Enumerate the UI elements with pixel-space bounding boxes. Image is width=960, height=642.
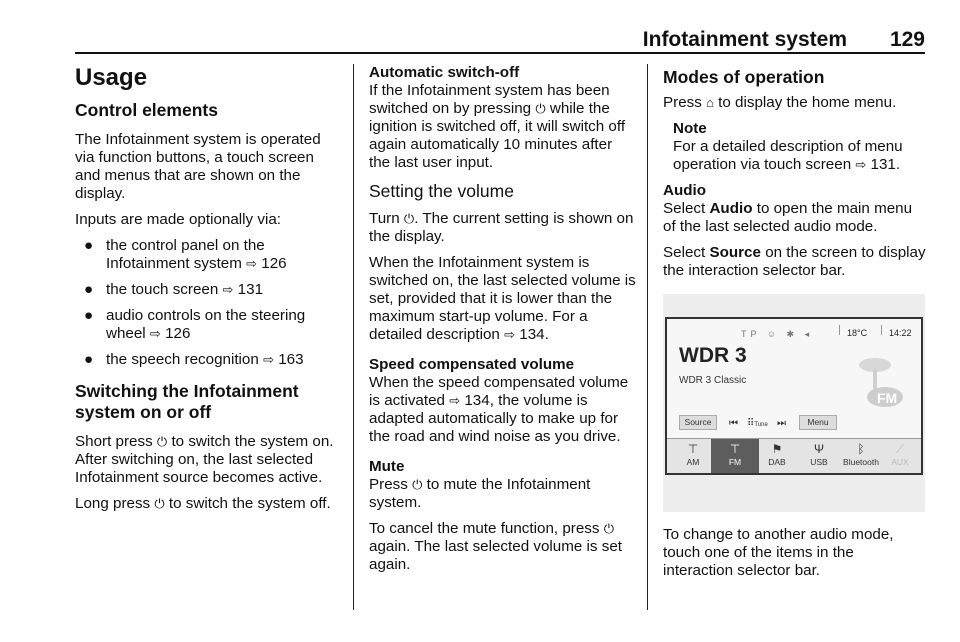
paragraph-home: Press ⌂ to display the home menu. <box>663 94 897 111</box>
paragraph-start-volume: When the Infotainment system is switched on, the last selected volume is set, provided that it is lower than the maximum start-up volume. For a detailed description ⇨ 134. <box>369 254 636 343</box>
dab-icon: ⚑ <box>771 442 783 456</box>
previous-icon[interactable]: ⏮ <box>729 418 738 429</box>
svg-text:FM: FM <box>877 390 898 406</box>
antenna-icon: ⊤ <box>729 442 741 456</box>
list-item: ● audio controls on the steering wheel ⇨ 126 <box>84 307 306 342</box>
interaction-selector-bar <box>667 438 921 473</box>
power-icon: ⏻ <box>154 496 165 511</box>
note-text: For a detailed description of menu operation via touch screen ⇨ 131. <box>673 138 903 173</box>
paragraph-select-audio: Select Audio to open the main menu of the last selected audio mode. <box>663 200 913 235</box>
heading-switching: Switching the Infotainment system on or off <box>75 381 299 422</box>
status-icons: TP ☺ ✱ ◂ <box>741 329 814 339</box>
temperature-readout: 18°C <box>847 328 868 338</box>
bluetooth-icon: ᛒ <box>857 442 865 456</box>
paragraph-mute: Press ⏻ to mute the Infotainment system. <box>369 476 591 511</box>
header-rule <box>75 52 925 54</box>
page-ref[interactable]: 126 <box>261 255 287 272</box>
header-title: Infotainment system <box>642 28 847 51</box>
power-icon: ⏻ <box>403 211 415 226</box>
tab-bluetooth[interactable]: ᛒ Bluetooth <box>837 439 885 473</box>
paragraph-auto: If the Infotainment system has been switched on by pressing ⏻ while the ignition is switched off, it will switch off again automatically 10 minutes after the last user input. <box>369 82 626 171</box>
page-header <box>75 26 925 54</box>
ref-arrow-icon: ⇨ <box>449 393 461 408</box>
antenna-icon: ⊤ <box>687 442 699 456</box>
heading-modes: Modes of operation <box>663 67 825 87</box>
page-ref[interactable]: 131. <box>870 156 901 173</box>
paragraph-cancel-mute: To cancel the mute function, press ⏻ again. The last selected volume is set again. <box>369 520 622 573</box>
tab-aux[interactable]: ⟋ AUX <box>879 439 921 473</box>
fm-logo-icon <box>857 351 913 413</box>
page-ref[interactable]: 134. <box>519 326 549 343</box>
paragraph-long-press: Long press ⏻ to switch the system off. <box>75 495 331 512</box>
heading-usage: Usage <box>75 64 148 91</box>
ref-arrow-icon: ⇨ <box>246 256 258 271</box>
station-name: WDR 3 <box>679 344 747 367</box>
aux-icon: ⟋ <box>895 442 905 456</box>
tune-icon[interactable]: ⠿Tune <box>747 418 768 429</box>
tab-usb[interactable]: Ψ USB <box>795 439 843 473</box>
ref-arrow-icon: ⇨ <box>504 327 516 342</box>
ref-arrow-icon: ⇨ <box>222 282 234 297</box>
menu-button[interactable]: Menu <box>799 415 837 430</box>
ref-arrow-icon: ⇨ <box>855 157 867 172</box>
tab-dab[interactable]: ⚑ DAB <box>753 439 801 473</box>
tab-am[interactable]: ⊤ AM <box>669 439 717 473</box>
home-icon: ⌂ <box>706 95 714 110</box>
page-ref[interactable]: 126 <box>165 325 191 342</box>
heading-audio: Audio <box>663 182 707 199</box>
power-icon: ⏻ <box>412 477 423 492</box>
clock-readout: 14:22 <box>889 328 912 338</box>
power-icon: ⏻ <box>156 434 168 449</box>
screen-illustration <box>663 294 925 512</box>
list-item: ● the speech recognition ⇨ 163 <box>84 351 304 368</box>
paragraph-select-source: Select Source on the screen to display the interaction selector bar. <box>663 244 926 279</box>
note-title: Note <box>673 120 707 137</box>
ref-arrow-icon: ⇨ <box>149 326 161 341</box>
paragraph-control: The Infotainment system is operated via function buttons, a touch screen and menus that are shown on the display. <box>75 131 321 202</box>
page-ref[interactable]: 131 <box>237 281 264 298</box>
paragraph-inputs: Inputs are made optionally via: <box>75 211 281 228</box>
paragraph-short-press: Short press ⏻ to switch the system on. After switching on, the last selected Infotainment source becomes active. <box>75 433 334 486</box>
power-icon: ⏻ <box>603 521 614 536</box>
paragraph-turn: Turn ⏻. The current setting is shown on the display. <box>369 210 634 245</box>
infotainment-screen <box>665 317 923 475</box>
usb-icon: Ψ <box>813 442 825 456</box>
power-icon: ⏻ <box>535 101 546 116</box>
note-box <box>673 120 928 174</box>
heading-volume: Setting the volume <box>369 181 514 201</box>
column-3 <box>663 66 928 588</box>
paragraph-speed: When the speed compensated volume is activated ⇨ 134, the volume is adapted automatically to make up for the road and wind noise as you drive. <box>369 374 629 445</box>
ref-arrow-icon: ⇨ <box>263 352 274 367</box>
list-item: ● the touch screen ⇨ 131 <box>84 281 264 298</box>
source-button[interactable]: Source <box>679 415 717 430</box>
page-number: 129 <box>889 28 925 51</box>
inputs-list <box>75 237 343 369</box>
column-2 <box>369 64 637 582</box>
status-bar <box>667 323 921 337</box>
column-divider-2 <box>647 64 648 610</box>
heading-auto-switch-off: Automatic switch-off <box>369 64 520 81</box>
station-subtitle: WDR 3 Classic <box>679 375 747 386</box>
column-1 <box>75 62 343 521</box>
tab-fm[interactable]: ⊤ FM <box>711 439 759 473</box>
next-icon[interactable]: ⏭ <box>777 418 786 429</box>
paragraph-change-mode: To change to another audio mode, touch one of the items in the interaction selector bar. <box>663 526 894 579</box>
heading-mute: Mute <box>369 458 405 475</box>
page-ref[interactable]: 134 <box>464 392 490 409</box>
heading-speed-volume: Speed compensated volume <box>369 356 575 373</box>
page-ref[interactable]: 163 <box>278 351 304 368</box>
heading-control-elements: Control elements <box>75 100 218 120</box>
list-item: ● the control panel on the Infotainment system ⇨ 126 <box>84 237 287 272</box>
column-divider-1 <box>353 64 354 610</box>
